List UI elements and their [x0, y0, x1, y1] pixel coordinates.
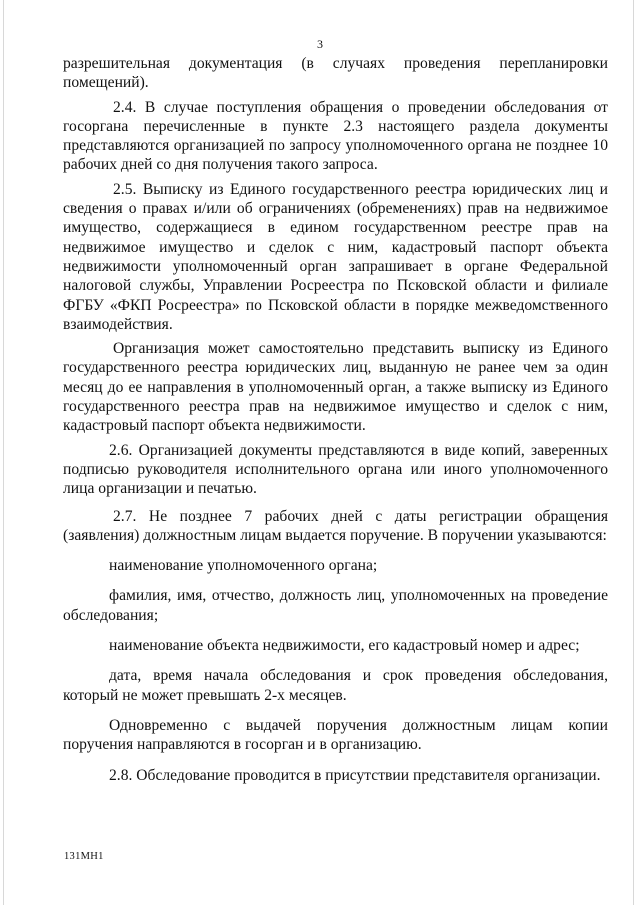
- paragraph-permit-docs: разрешительная документация (в случаях проведения перепланировки помещений).: [63, 55, 608, 92]
- footer-code: 131МН1: [64, 851, 104, 862]
- paragraph-self-submission: Организация может самостоятельно представить выписку из Единого государственного реестра юридических лиц, выданную не ранее чем за один месяц до ее направления в уполномоченный орган, а также выписку из Единого государственного реестра прав на недвижимое имущество и сделок с ним, кадастровый паспорт объекта недвижимости.: [63, 340, 608, 435]
- paragraph-2-4: 2.4. В случае поступления обращения о проведении обследования от госоргана перечисленные в пункте 2.3 настоящего раздела документы представляются организацией по запросу уполномоченного органа не позднее 10 рабочих дней со дня получения такого запроса.: [63, 98, 608, 174]
- paragraph-2-7: 2.7. Не позднее 7 рабочих дней с даты регистрации обращения (заявления) должностным лицам выдается поручение. В поручении указываются:: [63, 507, 608, 544]
- list-item-authority-name: наименование уполномоченного органа;: [109, 557, 378, 575]
- list-item-officials: фамилия, имя, отчество, должность лиц, уполномоченных на проведение обследования;: [63, 587, 608, 624]
- paragraph-2-6: 2.6. Организацией документы представляются в виде копий, заверенных подписью руководителя исполнительного органа или иного уполномоченного лица организации и печатью.: [63, 441, 608, 498]
- page-number: 3: [317, 37, 323, 51]
- list-item-property: наименование объекта недвижимости, его кадастровый номер и адрес;: [109, 637, 580, 655]
- list-item-dates: дата, время начала обследования и срок проведения обследования, который не может превышать 2-х месяцев.: [63, 667, 608, 704]
- scan-edge-right: [633, 0, 634, 905]
- scan-edge-left: [3, 0, 4, 905]
- document-body: [63, 54, 608, 785]
- paragraph-copies: Одновременно с выдачей поручения должностным лицам копии поручения направляются в госорган и в организацию.: [63, 716, 608, 754]
- paragraph-2-5: 2.5. Выписку из Единого государственного реестра юридических лиц и сведения о правах и/или об ограничениях (обременениях) прав на недвижимое имущество, содержащиеся в едином государственном реестре прав на недвижимое имущество и сделок с ним, кадастровый паспорт объекта недвижимости уполномоченный орган запрашивает в органе Федеральной налоговой службы, Управлении Росреестра по Псковской области и филиале ФГБУ «ФКП Росреестра» по Псковской области в порядке межведомственного взаимодействия.: [63, 180, 608, 333]
- paragraph-2-8: 2.8. Обследование проводится в присутствии представителя организации.: [109, 766, 601, 784]
